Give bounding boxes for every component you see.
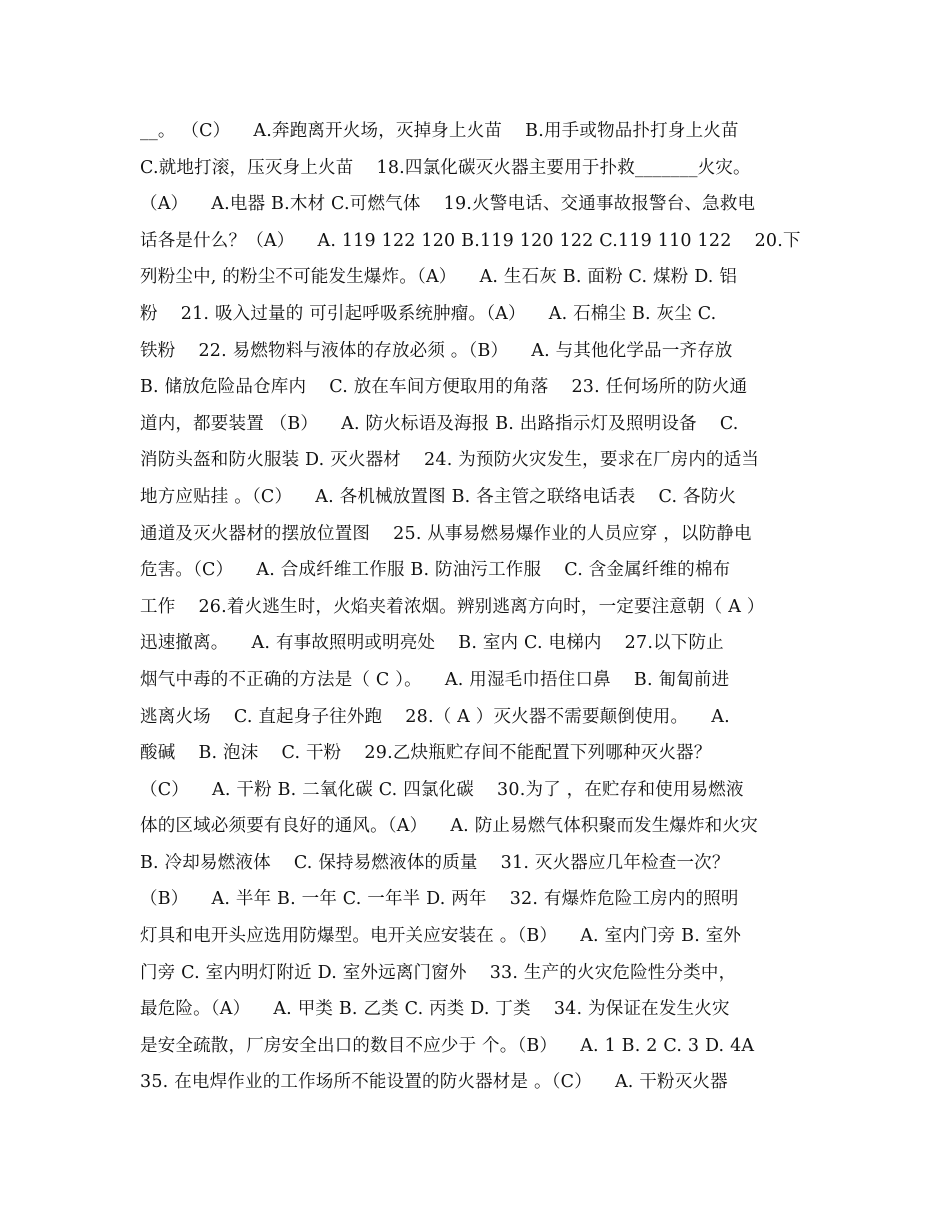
text-line: 话各是什么？（A） A. 119 122 120 B.119 120 122 C.119 110 122 20.下 [140,230,801,251]
text-line: 最危险。（A） A. 甲类 B. 乙类 C. 丙类 D. 丁类 34. 为保证在发生火灾 [140,999,730,1020]
text-line: 35. 在电焊作业的工作场所不能设置的防火器材是 。（C） A. 干粉灭火器 [140,1072,728,1093]
text-line: 迅速撤离。 A. 有事故照明或明亮处 B. 室内 C. 电梯内 27.以下防止 [140,633,724,654]
question-text-block [140,113,812,1101]
text-line: 烟气中毒的不正确的方法是（ C ）。 A. 用湿毛巾捂住口鼻 B. 匍匐前进 [140,669,730,690]
text-line: 门旁 C. 室内明灯附近 D. 室外远离门窗外 33. 生产的火灾危险性分类中， [140,962,737,983]
text-line: 酸碱 B. 泡沫 C. 干粉 29.乙炔瓶贮存间不能配置下列哪种灭火器？ [140,743,712,764]
text-line: 地方应贴挂 。（C） A. 各机械放置图 B. 各主管之联络电话表 C. 各防火 [140,486,737,507]
text-line: 粉 21. 吸入过量的 可引起呼吸系统肿瘤。（A） A. 石棉尘 B. 灰尘 C. [140,303,717,324]
text-line: 道内，都要装置 （B） A. 防火标语及海报 B. 出路指示灯及照明设备 C. [140,413,739,434]
text-line: 体的区域必须要有良好的通风。（A） A. 防止易燃气体积聚而发生爆炸和火灾 [140,816,758,837]
text-line: （B） A. 半年 B. 一年 C. 一年半 D. 两年 32. 有爆炸危险工房内的照明 [140,889,739,910]
text-line: （A） A.电器 B.木材 C.可燃气体 19.火警电话、交通事故报警台、急救电 [140,194,756,215]
text-line: 消防头盔和防火服装 D. 灭火器材 24. 为预防火灾发生，要求在厂房内的适当 [140,450,760,471]
text-line: 是安全疏散，厂房安全出口的数目不应少于 个。（B） A. 1 B. 2 C. 3 D. 4A [140,1035,755,1056]
text-line: B. 冷却易燃液体 C. 保持易燃液体的质量 31. 灭火器应几年检查一次？ [140,852,730,873]
text-line: 逃离火场 C. 直起身子往外跑 28.（ A ）灭火器不需要颠倒使用。 A. [140,706,730,727]
text-line: 危害。（C） A. 合成纤维工作服 B. 防油污工作服 C. 含金属纤维的棉布 [140,560,731,581]
text-line: （C） A. 干粉 B. 二氧化碳 C. 四氯化碳 30.为了 ，在贮存和使用易燃液 [140,779,744,800]
text-line: 通道及灭火器材的摆放位置图 25. 从事易燃易爆作业的人员应穿 ，以防静电 [140,523,752,544]
text-line: __。 （C） A.奔跑离开火场，灭掉身上火苗 B.用手或物品扑打身上火苗 [140,121,739,141]
text-line: 列粉尘中, 的粉尘不可能发生爆炸。（A） A. 生石灰 B. 面粉 C. 煤粉 D. 铝 [140,267,738,288]
text-line: B. 储放危险品仓库内 C. 放在车间方便取用的角落 23. 任何场所的防火通 [140,377,748,398]
text-line: 铁粉 22. 易燃物料与液体的存放必须 。（B） A. 与其他化学品一齐存放 [140,340,733,361]
text-line: 灯具和电开头应选用防爆型。电开关应安装在 。（B） A. 室内门旁 B. 室外 [140,926,742,947]
text-line: 工作 26.着火逃生时，火焰夹着浓烟。辨别逃离方向时，一定要注意朝（ A ） [140,596,765,617]
text-line: C.就地打滚，压灭身上火苗 18.四氯化碳灭火器主要用于扑救_______火灾。 [140,157,751,178]
